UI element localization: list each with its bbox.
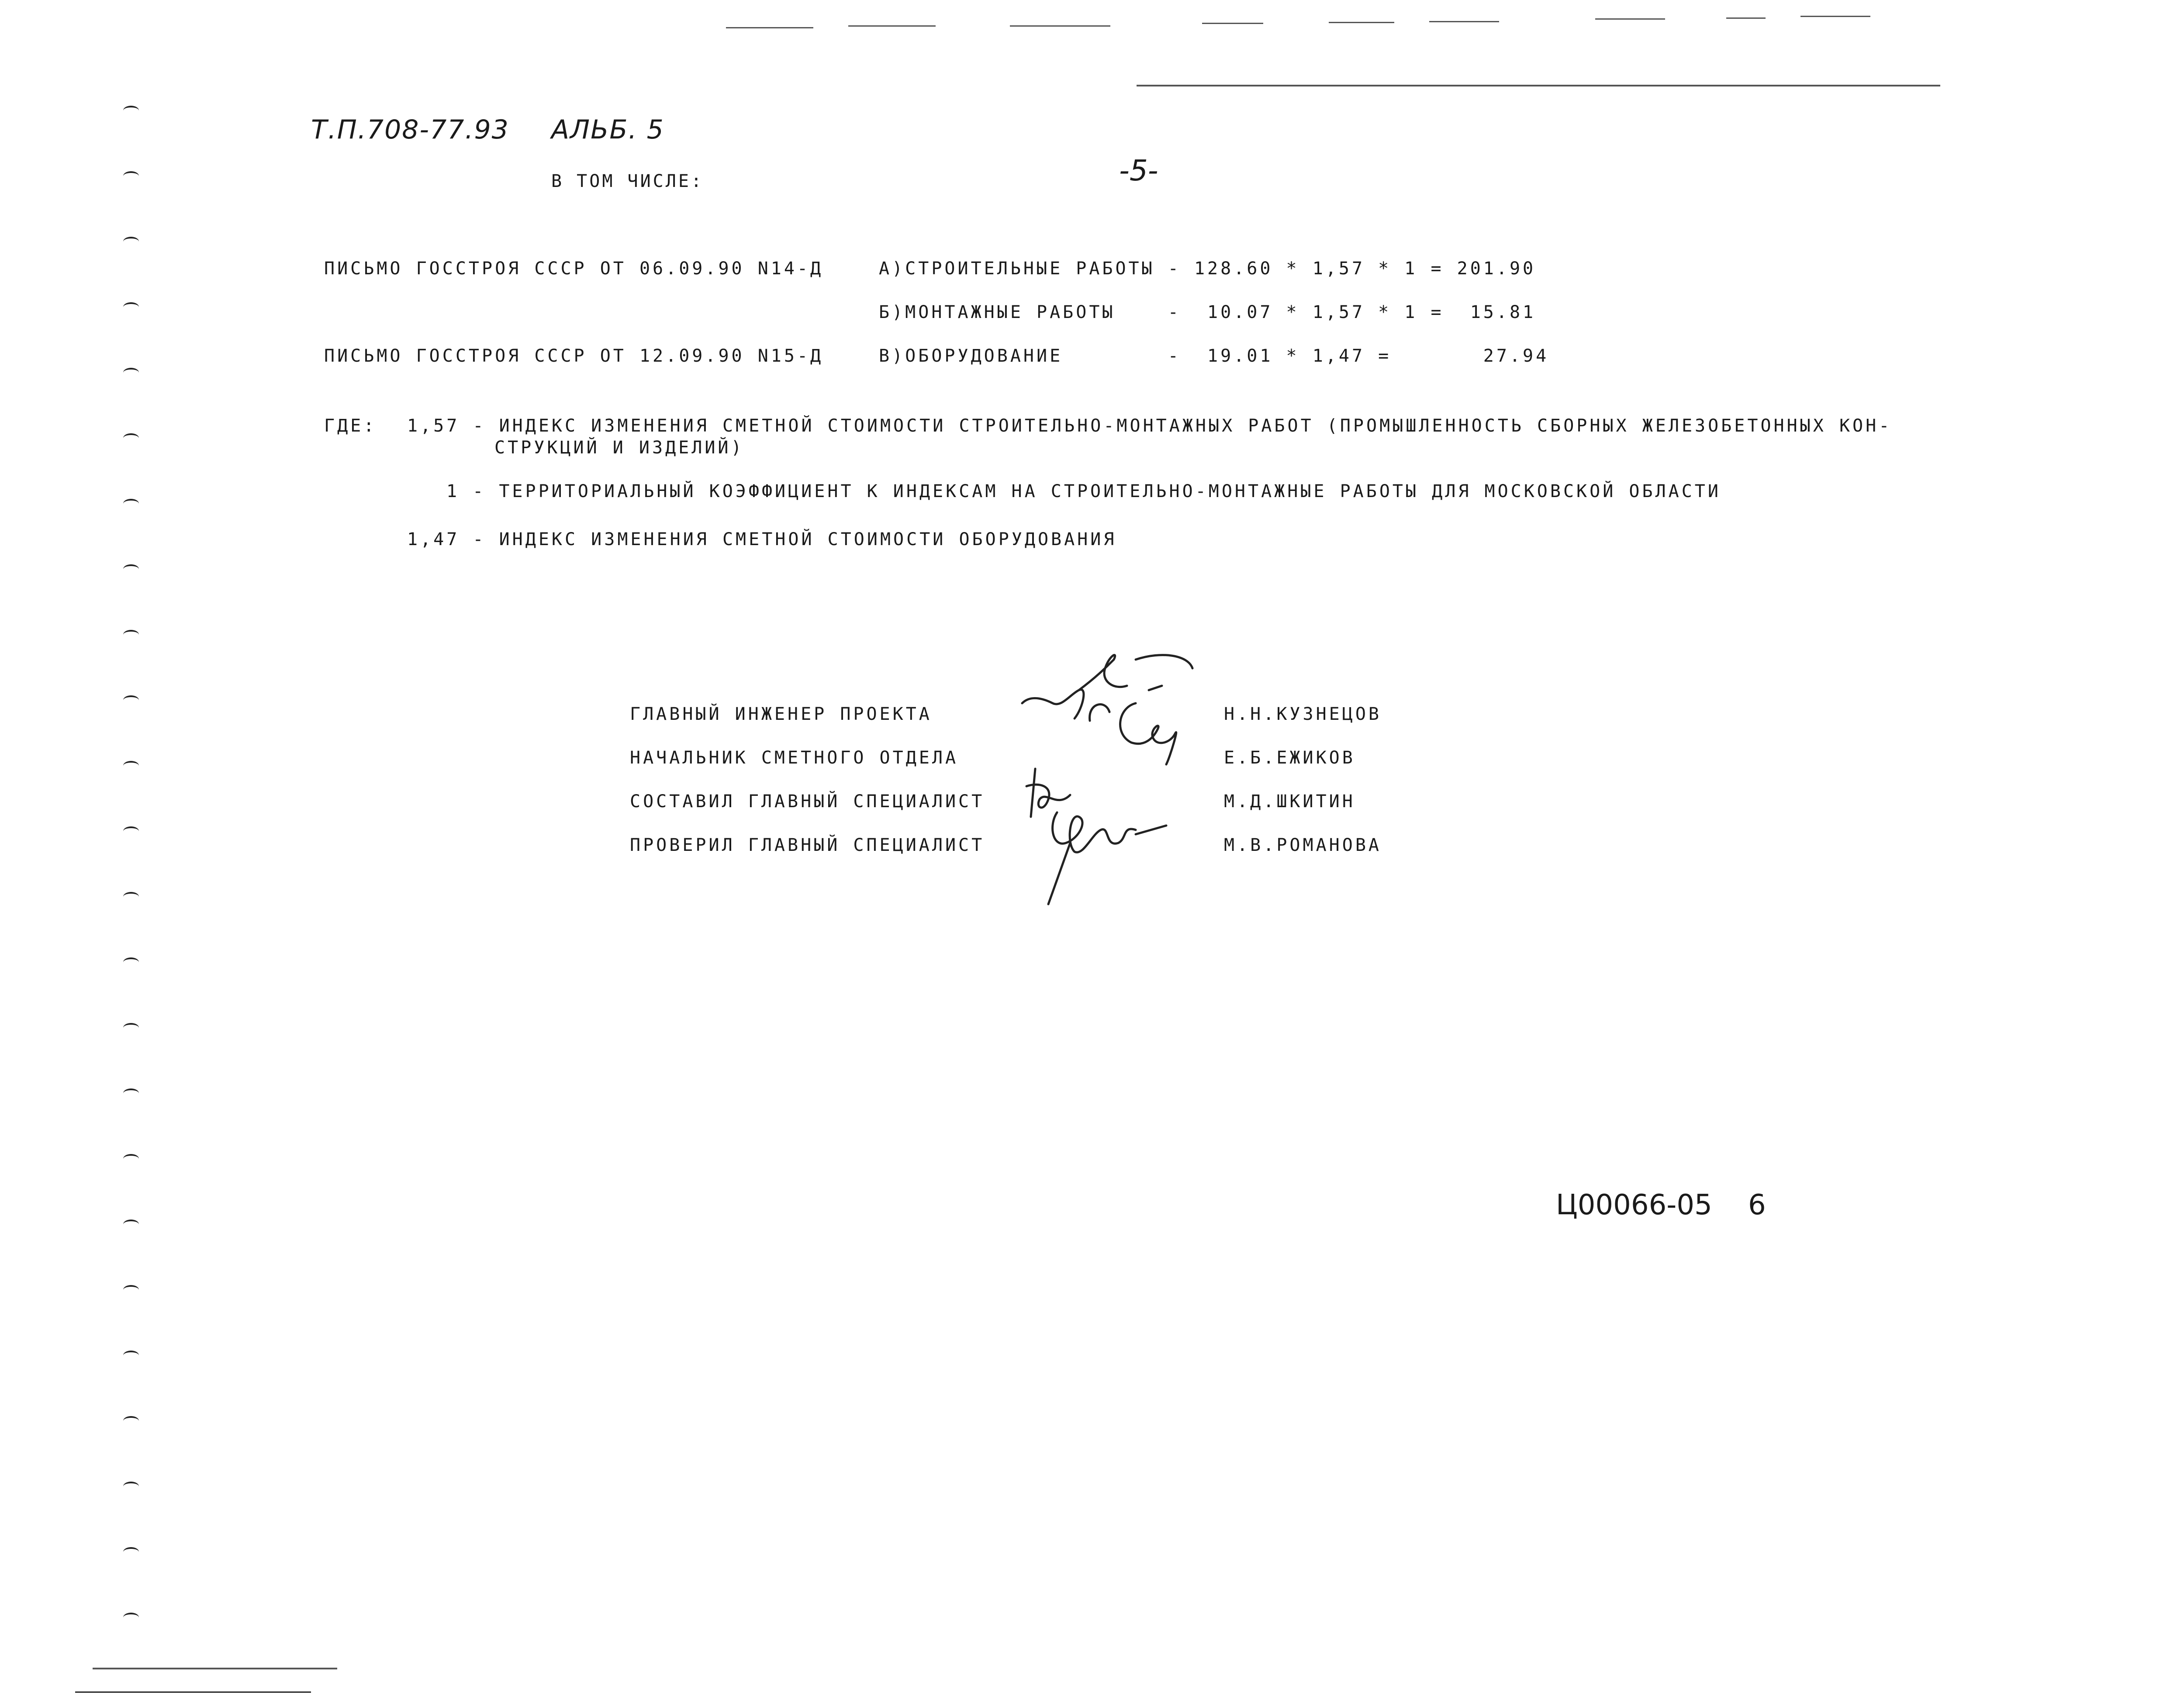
top-dash-7: [1595, 18, 1665, 20]
signature-name: М.В.РОМАНОВА: [1224, 835, 1382, 855]
punch-mark: [123, 892, 139, 902]
top-dash-2: [848, 25, 936, 27]
punch-mark: [123, 1547, 139, 1557]
calculation-construction: А)СТРОИТЕЛЬНЫЕ РАБОТЫ - 128.60 * 1,57 * 1 = 201.90: [879, 259, 1536, 279]
punch-mark: [123, 826, 139, 836]
calculation-installation: Б)МОНТАЖНЫЕ РАБОТЫ - 10.07 * 1,57 * 1 = 15.81: [879, 302, 1536, 322]
punch-mark: [123, 171, 139, 181]
definition-1-continuation: СТРУКЦИЙ И ИЗДЕЛИЙ): [494, 438, 744, 458]
top-dash-6: [1429, 21, 1499, 22]
signature-stroke: [1026, 769, 1070, 817]
punch-mark: [123, 1482, 139, 1491]
punch-mark: [123, 1416, 139, 1426]
definition-2: 1 - ТЕРРИТОРИАЛЬНЫЙ КОЭФФИЦИЕНТ К ИНДЕКСАМ НА СТРОИТЕЛЬНО-МОНТАЖНЫЕ РАБОТЫ ДЛЯ МОСКОВСКОЙ ОБЛАСТИ: [446, 481, 1721, 501]
punch-mark: [123, 630, 139, 639]
calculation-equipment: В)ОБОРУДОВАНИЕ - 19.01 * 1,47 = 27.94: [879, 346, 1549, 366]
signature-name: Н.Н.КУЗНЕЦОВ: [1224, 704, 1382, 724]
album-number: АЛЬБ. 5: [551, 114, 664, 145]
definition-1: 1,57 - ИНДЕКС ИЗМЕНЕНИЯ СМЕТНОЙ СТОИМОСТИ СТРОИТЕЛЬНО-МОНТАЖНЫХ РАБОТ (ПРОМЫШЛЕННОСТЬ СБОРНЫХ ЖЕЛЕЗОБЕТОННЫХ КОН-: [407, 416, 1892, 436]
signature-role: ГЛАВНЫЙ ИНЖЕНЕР ПРОЕКТА: [630, 704, 932, 724]
top-dash-9: [1800, 16, 1870, 17]
subheader: В ТОМ ЧИСЛЕ:: [551, 171, 704, 191]
top-dash-5: [1329, 22, 1394, 23]
punch-mark: [123, 564, 139, 574]
punch-mark: [123, 761, 139, 770]
document-id: Ц00066-05: [1556, 1189, 1712, 1221]
signature-role: СОСТАВИЛ ГЛАВНЫЙ СПЕЦИАЛИСТ: [630, 791, 985, 812]
punch-mark: [123, 1613, 139, 1622]
punch-mark: [123, 957, 139, 967]
where-label: ГДЕ:: [324, 416, 377, 436]
punch-mark: [123, 1023, 139, 1033]
top-dash-3: [1010, 25, 1110, 27]
punch-mark: [123, 695, 139, 705]
top-dash-8: [1726, 17, 1766, 19]
reference-letter-2: ПИСЬМО ГОССТРОЯ СССР ОТ 12.09.90 N15-Д: [324, 346, 824, 366]
top-rule: [1137, 85, 1940, 86]
signature-name: Е.Б.ЕЖИКОВ: [1224, 748, 1355, 768]
sheet-number: 6: [1748, 1189, 1766, 1221]
handwritten-signatures: [1005, 642, 1267, 926]
definition-3: 1,47 - ИНДЕКС ИЗМЕНЕНИЯ СМЕТНОЙ СТОИМОСТИ ОБОРУДОВАНИЯ: [407, 529, 1117, 549]
punch-mark: [123, 1220, 139, 1229]
punch-mark: [123, 237, 139, 246]
punch-mark: [123, 368, 139, 377]
punch-mark: [123, 302, 139, 312]
punch-mark: [123, 1285, 139, 1295]
signature-stroke: [1048, 812, 1166, 904]
top-dash-4: [1202, 23, 1263, 24]
punch-mark: [123, 499, 139, 508]
document-code-header: Т.П.708-77.93: [311, 114, 509, 145]
bottom-rule-1: [93, 1668, 337, 1669]
signature-role: НАЧАЛЬНИК СМЕТНОГО ОТДЕЛА: [630, 748, 959, 768]
signature-name: М.Д.ШКИТИН: [1224, 791, 1355, 812]
bottom-rule-2: [75, 1691, 311, 1693]
reference-letter-1: ПИСЬМО ГОССТРОЯ СССР ОТ 06.09.90 N14-Д: [324, 259, 824, 279]
punch-mark: [123, 433, 139, 443]
punch-mark: [123, 106, 139, 115]
signature-stroke: [1090, 703, 1176, 764]
top-dash-1: [726, 27, 813, 28]
page-number: -5-: [1119, 154, 1158, 187]
punch-mark: [123, 1088, 139, 1098]
punch-mark: [123, 1351, 139, 1360]
punch-mark: [123, 1154, 139, 1164]
signature-role: ПРОВЕРИЛ ГЛАВНЫЙ СПЕЦИАЛИСТ: [630, 835, 985, 855]
